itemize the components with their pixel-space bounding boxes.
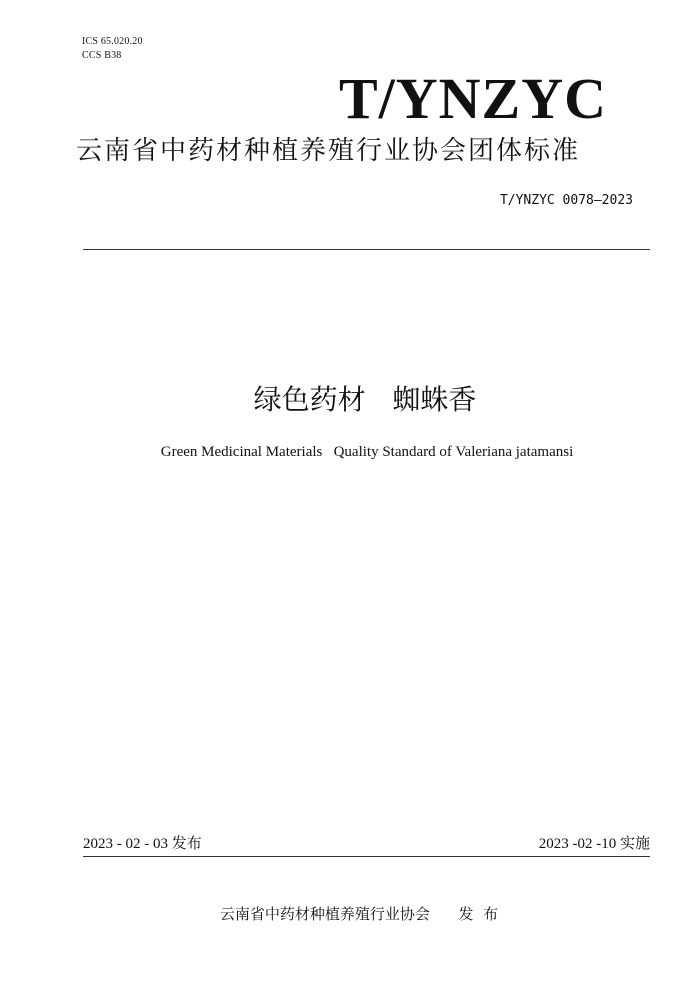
issuer: 云南省中药材种植养殖行业协会 发 布: [219, 905, 499, 923]
top-divider: [83, 249, 650, 250]
ccs-code: CCS B38: [82, 50, 122, 61]
ics-code: ICS 65.020.20: [82, 36, 143, 47]
title-chinese: 绿色药材 蜘蛛香: [253, 383, 477, 416]
bottom-divider: [83, 856, 650, 857]
publish-date: 2023 - 02 - 03 发布: [83, 836, 202, 852]
standard-number: T/YNZYC 0078—2023: [499, 193, 633, 208]
implement-date: 2023 -02 -10 实施: [538, 836, 650, 852]
title-english: Green Medicinal Materials Quality Standard of Valeriana jatamansi: [160, 444, 574, 460]
association-standard-heading: 云南省中药材种植养殖行业协会团体标准: [76, 136, 581, 166]
standard-logo: T/YNZYC: [338, 66, 607, 131]
